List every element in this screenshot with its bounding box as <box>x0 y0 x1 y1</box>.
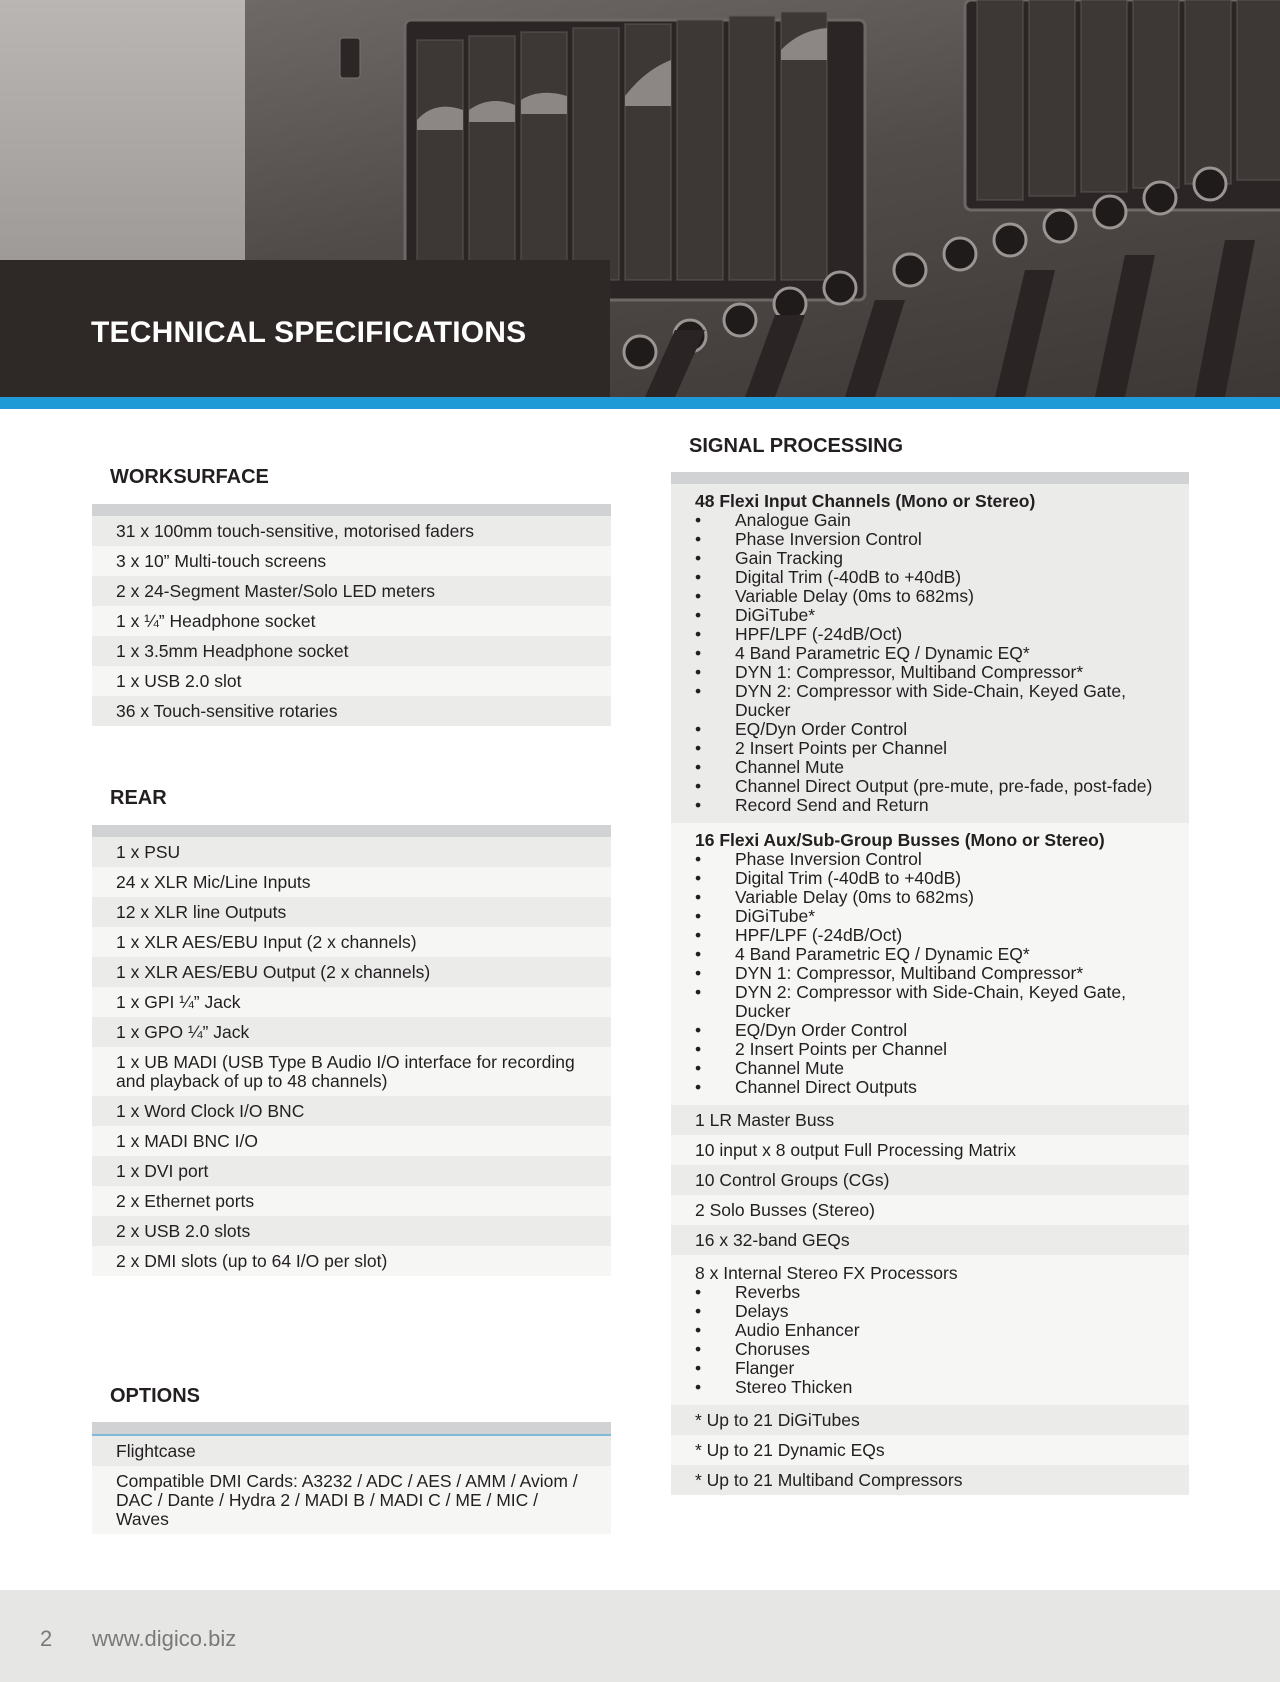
table-row: 1 x UB MADI (USB Type B Audio I/O interface for recording and playback of up to 48 channels) <box>92 1047 611 1096</box>
list-item: • 4 Band Parametric EQ / Dynamic EQ* <box>695 945 1165 964</box>
table-row: 1 x 3.5mm Headphone socket <box>92 636 611 666</box>
list-item: • 2 Insert Points per Channel <box>695 739 1165 758</box>
table-row: 24 x XLR Mic/Line Inputs <box>92 867 611 897</box>
table-row: 10 Control Groups (CGs) <box>671 1165 1189 1195</box>
table-row: 1 x USB 2.0 slot <box>92 666 611 696</box>
list-item: • Variable Delay (0ms to 682ms) <box>695 888 1165 907</box>
list-item: • Channel Mute <box>695 1059 1165 1078</box>
list-item: • Choruses <box>695 1340 1165 1359</box>
table-row: 1 x GPO ¼” Jack <box>92 1017 611 1047</box>
fx-block <box>671 1255 1189 1405</box>
list-item: • DYN 1: Compressor, Multiband Compressor* <box>695 964 1165 983</box>
table-row: 2 x DMI slots (up to 64 I/O per slot) <box>92 1246 611 1276</box>
list-item: • 2 Insert Points per Channel <box>695 1040 1165 1059</box>
page-number: 2 <box>40 1626 53 1651</box>
table-row: 1 x GPI ¼” Jack <box>92 987 611 1017</box>
list-item: • Audio Enhancer <box>695 1321 1165 1340</box>
website-link[interactable]: www.digico.biz <box>92 1626 237 1651</box>
signal-processing-heading: SIGNAL PROCESSING <box>689 435 904 457</box>
list-item: • Delays <box>695 1302 1165 1321</box>
list-item: • DYN 2: Compressor with Side-Chain, Keyed Gate, Ducker <box>695 682 1165 720</box>
footnote-row: * Up to 21 DiGiTubes <box>671 1405 1189 1435</box>
table-row: 1 x PSU <box>92 837 611 867</box>
list-item: • EQ/Dyn Order Control <box>695 720 1165 739</box>
input-channels-title: 48 Flexi Input Channels (Mono or Stereo) <box>695 491 1036 511</box>
list-item: • Channel Mute <box>695 758 1165 777</box>
fx-title: 8 x Internal Stereo FX Processors <box>695 1263 958 1283</box>
worksurface-heading: WORKSURFACE <box>110 466 269 488</box>
list-item: • DYN 1: Compressor, Multiband Compressor* <box>695 663 1165 682</box>
table-row: 1 x ¼” Headphone socket <box>92 606 611 636</box>
rear-heading: REAR <box>110 787 167 809</box>
list-item: • Variable Delay (0ms to 682ms) <box>695 587 1165 606</box>
table-row: 1 x Word Clock I/O BNC <box>92 1096 611 1126</box>
accent-bar <box>0 397 1280 409</box>
worksurface-table <box>92 504 611 726</box>
table-row: 2 x Ethernet ports <box>92 1186 611 1216</box>
table-row: 1 LR Master Buss <box>671 1105 1189 1135</box>
page-title: TECHNICAL SPECIFICATIONS <box>91 316 527 349</box>
list-item: • HPF/LPF (-24dB/Oct) <box>695 926 1165 945</box>
list-item: • Analogue Gain <box>695 511 1165 530</box>
table-row: 16 x 32-band GEQs <box>671 1225 1189 1255</box>
list-item: • Channel Direct Outputs <box>695 1078 1165 1097</box>
signal-processing-table <box>671 472 1189 1495</box>
aux-busses-list <box>695 850 1165 1097</box>
rear-table <box>92 825 611 1276</box>
list-item: • HPF/LPF (-24dB/Oct) <box>695 625 1165 644</box>
list-item: • EQ/Dyn Order Control <box>695 1021 1165 1040</box>
list-item: • DiGiTube* <box>695 606 1165 625</box>
list-item: • 4 Band Parametric EQ / Dynamic EQ* <box>695 644 1165 663</box>
fx-list <box>695 1283 1165 1397</box>
options-table <box>92 1422 611 1534</box>
table-row: 31 x 100mm touch-sensitive, motorised faders <box>92 516 611 546</box>
table-row: 1 x XLR AES/EBU Input (2 x channels) <box>92 927 611 957</box>
table-row: 3 x 10” Multi-touch screens <box>92 546 611 576</box>
list-item: • DYN 2: Compressor with Side-Chain, Keyed Gate, Ducker <box>695 983 1165 1021</box>
table-top-bar <box>92 504 611 516</box>
footnote-row: * Up to 21 Multiband Compressors <box>671 1465 1189 1495</box>
list-item: • Gain Tracking <box>695 549 1165 568</box>
table-row: 1 x DVI port <box>92 1156 611 1186</box>
list-item: • Stereo Thicken <box>695 1378 1165 1397</box>
table-row: 36 x Touch-sensitive rotaries <box>92 696 611 726</box>
table-row: 1 x MADI BNC I/O <box>92 1126 611 1156</box>
hero-banner <box>0 0 1280 397</box>
list-item: • DiGiTube* <box>695 907 1165 926</box>
table-row: 1 x XLR AES/EBU Output (2 x channels) <box>92 957 611 987</box>
table-row: Flightcase <box>92 1436 611 1466</box>
hero-grey-panel <box>0 0 245 260</box>
list-item: • Digital Trim (-40dB to +40dB) <box>695 568 1165 587</box>
list-item: • Flanger <box>695 1359 1165 1378</box>
list-item: • Digital Trim (-40dB to +40dB) <box>695 869 1165 888</box>
list-item: • Phase Inversion Control <box>695 530 1165 549</box>
table-row: 12 x XLR line Outputs <box>92 897 611 927</box>
table-top-bar <box>92 1422 611 1436</box>
footnote-row: * Up to 21 Dynamic EQs <box>671 1435 1189 1465</box>
table-top-bar <box>92 825 611 837</box>
list-item: • Record Send and Return <box>695 796 1165 815</box>
table-row: Compatible DMI Cards: A3232 / ADC / AES / AMM / Aviom / DAC / Dante / Hydra 2 / MADI B / MADI C / ME / MIC / Waves <box>92 1466 611 1534</box>
table-top-bar <box>671 472 1189 484</box>
list-item: • Reverbs <box>695 1283 1165 1302</box>
table-row: 2 x 24-Segment Master/Solo LED meters <box>92 576 611 606</box>
aux-busses-block <box>671 823 1189 1105</box>
list-item: • Phase Inversion Control <box>695 850 1165 869</box>
input-channels-block <box>671 484 1189 823</box>
input-channels-list <box>695 511 1165 815</box>
options-heading: OPTIONS <box>110 1385 201 1407</box>
table-row: 2 Solo Busses (Stereo) <box>671 1195 1189 1225</box>
list-item: • Channel Direct Output (pre-mute, pre-fade, post-fade) <box>695 777 1165 796</box>
table-row: 10 input x 8 output Full Processing Matrix <box>671 1135 1189 1165</box>
table-row: 2 x USB 2.0 slots <box>92 1216 611 1246</box>
aux-busses-title: 16 Flexi Aux/Sub-Group Busses (Mono or Stereo) <box>695 830 1105 850</box>
